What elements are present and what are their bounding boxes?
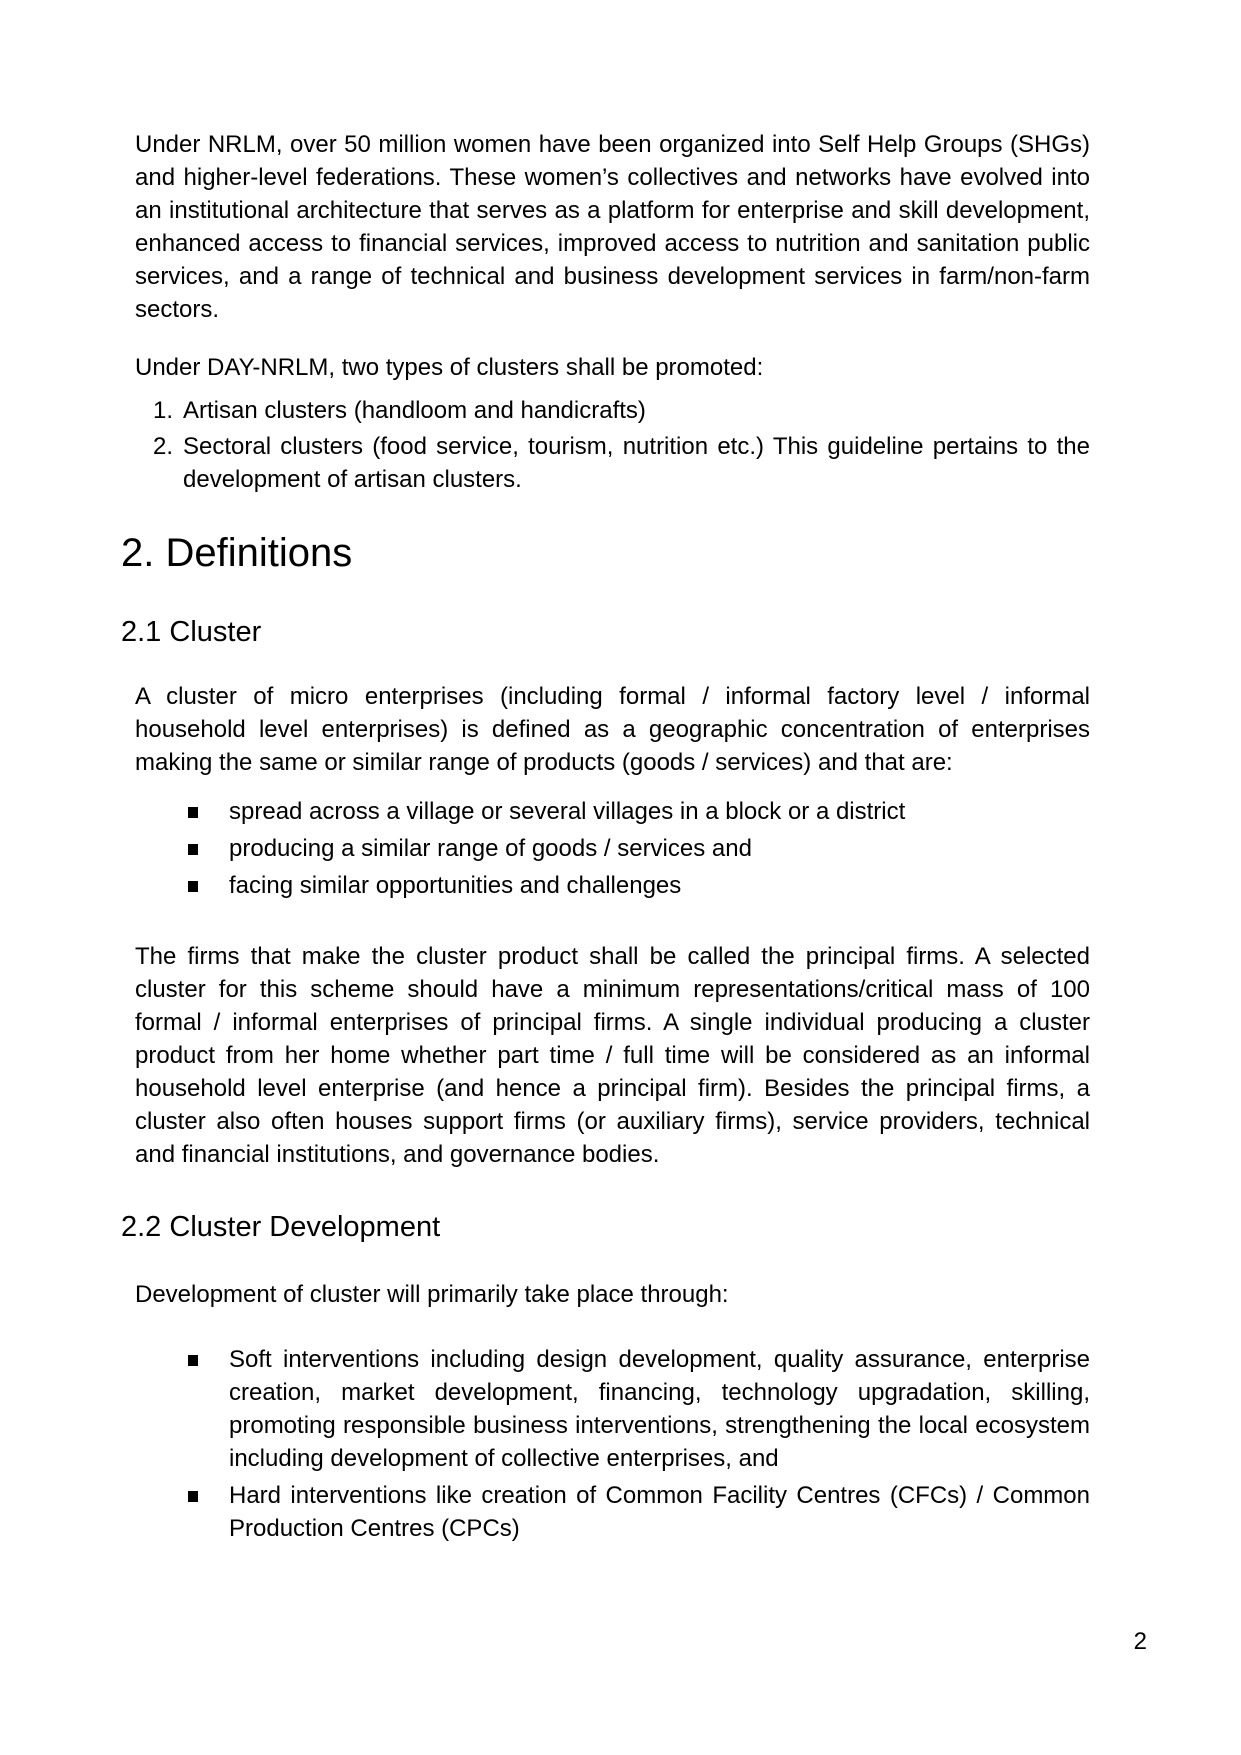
bullet-square-icon [188,1491,198,1502]
list-item-facing [135,869,1090,902]
list-item-text: Artisan clusters (handloom and handicrafts) [183,397,646,424]
bullet-square-icon [188,1355,198,1366]
bullet-square-icon [188,881,198,892]
list-item-text: Soft interventions including design development, quality assurance, enterprise creation, market development, financing, technology upgradation, skilling, promoting responsible business interventions, strengthening the local ecosystem including development of collective enterprises, and [229,1346,1090,1472]
list-item-text: producing a similar range of goods / services and [229,835,752,862]
cluster-criteria-list [135,795,1090,902]
heading-definitions: 2. Definitions [121,531,353,575]
list-item-hard-interventions [135,1479,1090,1545]
list-item-producing [135,832,1090,865]
list-number: 2. [153,433,174,460]
page-number: 2 [1133,1628,1147,1655]
list-item-text: Sectoral clusters (food service, tourism, nutrition etc.) This guideline pertains to the development of artisan clusters. [183,433,1090,493]
list-item-text: facing similar opportunities and challenges [229,872,682,899]
bullet-square-icon [188,844,198,855]
list-item-sectoral-clusters [135,430,1090,496]
cluster-types-list [135,394,1090,496]
heading-2-2-cluster-development: 2.2 Cluster Development [121,1211,441,1243]
list-item-artisan-clusters [135,394,1090,427]
paragraph-nrlm-overview: Under NRLM, over 50 million women have been organized into Self Help Groups (SHGs) and higher-level federations. These women’s collectives and networks have evolved into an institutional architecture that serves as a platform for enterprise and skill development, enhanced access to financial services, improved access to nutrition and sanitation public services, and a range of technical and business development services in farm/non-farm sectors. [135,131,1090,323]
list-item-text: spread across a village or several villages in a block or a district [229,798,906,825]
document-content [121,128,1090,1545]
bullet-square-icon [188,807,198,818]
paragraph-day-nrlm-intro: Under DAY-NRLM, two types of clusters shall be promoted: [135,354,764,381]
list-item-spread [135,795,1090,828]
paragraph-cluster-definition: A cluster of micro enterprises (including formal / informal factory level / informal household level enterprises) is defined as a geographic concentration of enterprises making the same or similar range of products (goods / services) and that are: [135,683,1090,776]
list-item-text: Hard interventions like creation of Common Facility Centres (CFCs) / Common Production Centres (CPCs) [229,1482,1090,1542]
list-item-soft-interventions [135,1343,1090,1475]
heading-2-1-cluster: 2.1 Cluster [121,616,262,648]
development-interventions-list [135,1343,1090,1545]
list-number: 1. [153,397,174,424]
paragraph-cluster-development-intro: Development of cluster will primarily take place through: [135,1281,729,1308]
paragraph-principal-firms: The firms that make the cluster product shall be called the principal firms. A selected cluster for this scheme should have a minimum representations/critical mass of 100 formal / informal enterprises of principal firms. A single individual producing a cluster product from her home whether part time / full time will be considered as an informal household level enterprise (and hence a principal firm). Besides the principal firms, a cluster also often houses support firms (or auxiliary firms), service providers, technical and financial institutions, and governance bodies. [135,943,1090,1168]
